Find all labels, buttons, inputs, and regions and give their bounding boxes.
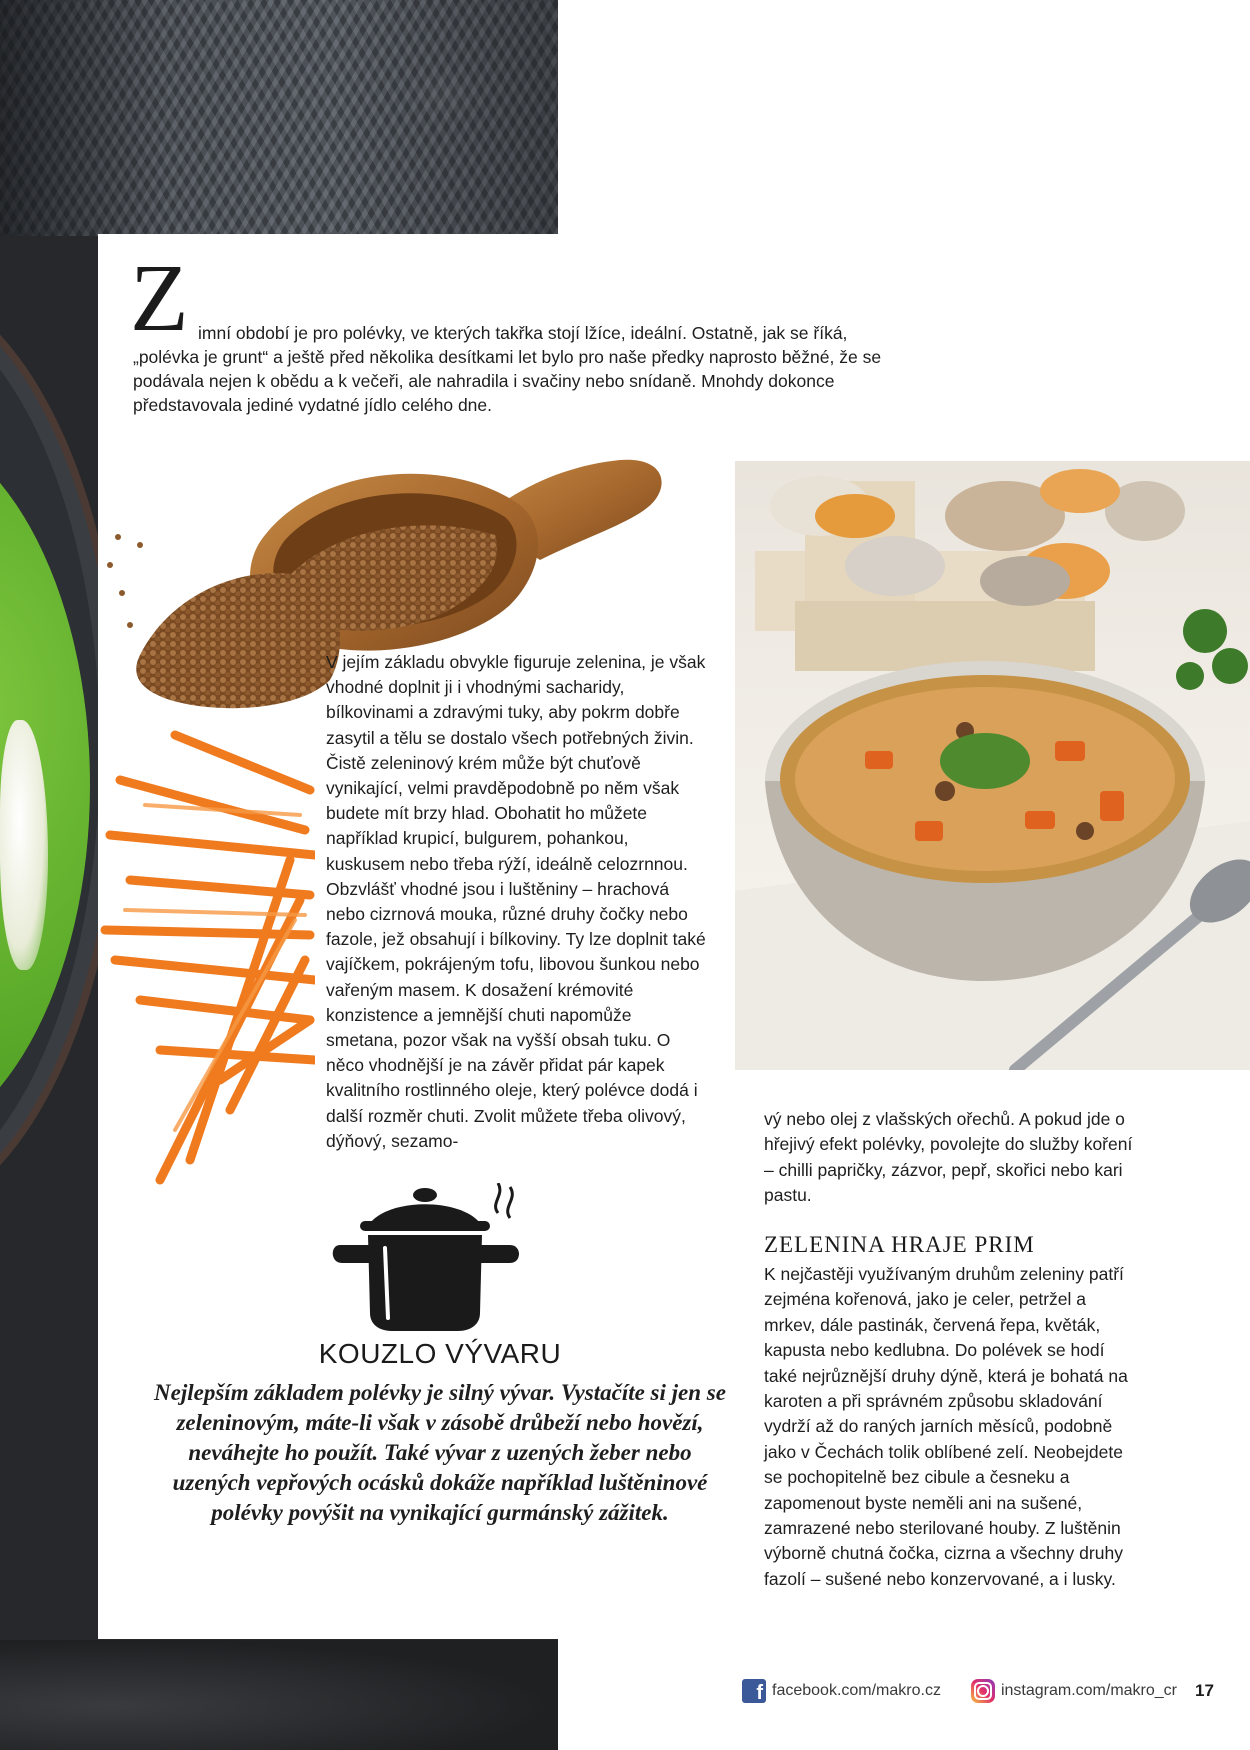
intro-first-line: imní období je pro polévky, ve kterých takřka stojí lžíce, ideální. Ostatně, jak se říká, bbox=[198, 323, 848, 343]
instagram-icon[interactable] bbox=[971, 1679, 995, 1703]
footer bbox=[742, 1677, 1214, 1705]
body-text-right-continued: vý nebo olej z vlašských ořechů. A pokud jde o hřejivý efekt polévky, povolejte do služby koření – chilli papričky, zázvor, pepř, skořici nebo kari pastu. bbox=[764, 1109, 1133, 1206]
facebook-icon[interactable]: f bbox=[742, 1679, 766, 1703]
sidebar-title: KOUZLO VÝVARU bbox=[318, 1338, 562, 1369]
drop-cap: Z bbox=[130, 244, 189, 351]
section-heading-zelenina: ZELENINA HRAJE PRIM bbox=[764, 1232, 1035, 1257]
cooking-pot-icon bbox=[330, 1183, 530, 1333]
knit-fabric-shade bbox=[0, 0, 558, 236]
intro-paragraph: „polévka je grunt“ a ještě před několika desítkami let bylo pro naše předky naprosto běžné, že se podávala nejen k obědu a k večeři, ale nahradila i svačiny nebo snídaně. Mnohdy dokonce představovala jediné vydatné jídlo celého dne. bbox=[133, 347, 882, 415]
sidebar-text: Nejlepším základem polévky je silný vývar. Vystačíte si jen se zeleninovým, máte-li však v zásobě drůbeží nebo hovězí, neváhejte ho použít. Také vývar z uzených žeber nebo uzených vepřových ocásků dokáže například luštěninové polévky povýšit na vynikající gurmánský zážitek. bbox=[154, 1380, 726, 1525]
mushroom-soup-photo bbox=[735, 461, 1250, 1070]
facebook-link[interactable]: facebook.com/makro.cz bbox=[772, 1682, 941, 1699]
body-text-zelenina: K nejčastěji využívaným druhům zeleniny patří zejména kořenová, jako je celer, petržel a mrkev, dále pastinák, červená řepa, květák, kapusta nebo kedlubna. Do polévek se hodí také nejrůznější druhy dýně, která je bohatá na karoten a při správném způsobu skladování vydrží až do raných jarních měsíců, podobně jako v Čechách tolik oblíbené zelí. Neobejdete se pochopitelně bez cibule a česneku a zapomenout byste neměli ani na sušené, zamrazené nebo sterilované houby. Z luštěnin výborně chutná čočka, cizrna a všechny druhy fazolí – sušené nebo konzervované, a i lusky. bbox=[764, 1264, 1128, 1589]
carrot-sticks-image bbox=[100, 720, 315, 1220]
body-text-middle: V jejím základu obvykle figuruje zelenina, je však vhodné doplnit ji i vhodnými sacharidy, bílkovinami a zdravými tuky, aby pokrm dobře zasytil a tělu se dostalo všech potřebných živin. Čistě zeleninový krém může být chuťově vynikající, velmi pravděpodobně po něm však budete mít brzy hlad. Obohatit ho můžete například krupicí, bulgurem, pohankou, kuskusem nebo třeba rýží, ideálně celozrnnou. Obzvlášť vhodné jsou i luštěniny – hrachová nebo cizrnová mouka, různé druhy čočky nebo fazole, jež obsahují i bílkoviny. Ty lze doplnit také vajíčkem, pokrájeným tofu, libovou šunkou nebo vařeným masem. K dosažení krémovité konzistence a jemnější chuti napomůže smetana, pozor však na vyšší obsah tuku. O něco vhodnější je na závěr přidat pár kapek kvalitního rostlinného oleje, který polévce dodá i další rozměr chuti. Zvolit můžete třeba olivový, dýňový, sezamo- bbox=[326, 652, 706, 1151]
instagram-link[interactable]: instagram.com/makro_cr bbox=[1000, 1682, 1177, 1699]
dark-table-photo bbox=[0, 1640, 558, 1750]
page-number: 17 bbox=[1195, 1681, 1214, 1700]
